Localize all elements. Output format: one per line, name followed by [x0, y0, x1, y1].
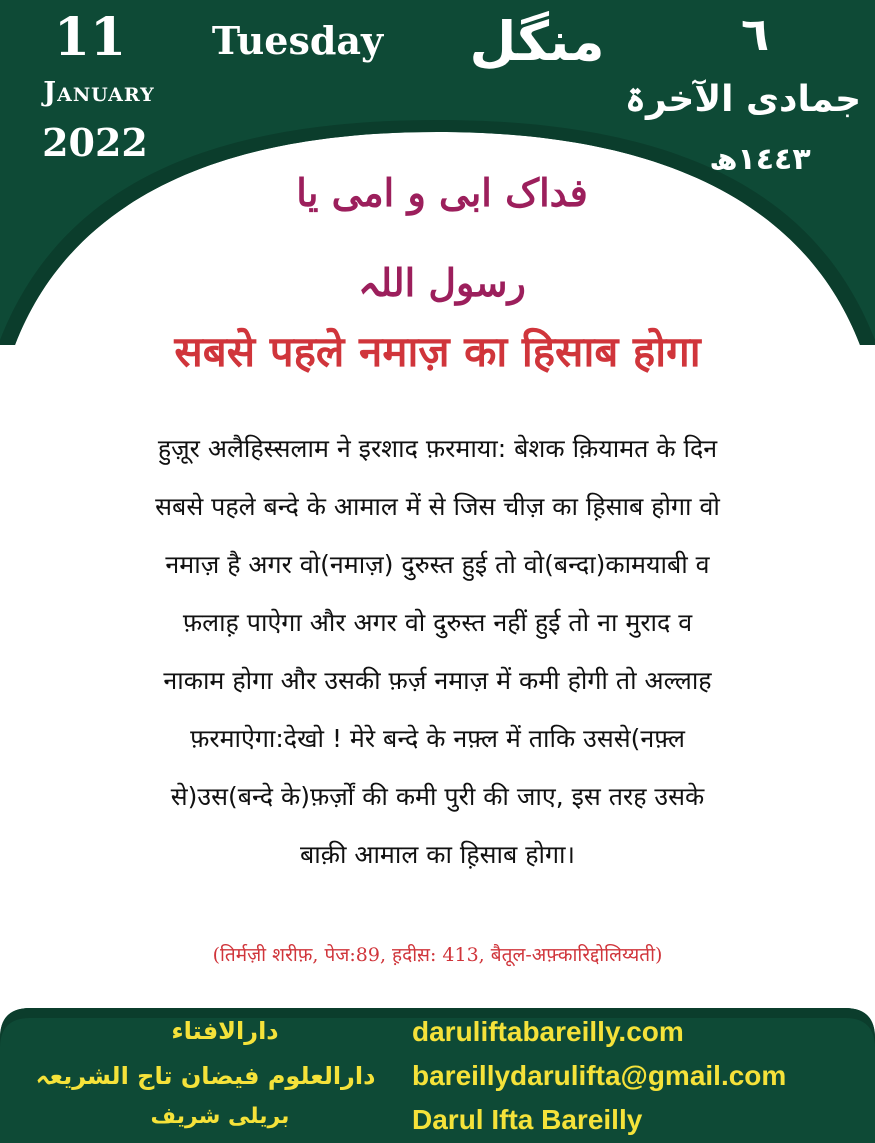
- footer-city-urdu: بریلی شریف: [150, 1104, 290, 1129]
- footer-institute-urdu: دارالعلوم فیضان تاج الشریعہ: [35, 1062, 376, 1090]
- footer-brand-name: Darul Ifta Bareilly: [412, 1104, 643, 1135]
- weekday-urdu: منگل: [469, 10, 605, 73]
- body-line: सबसे पहले बन्दे के आमाल में से जिस चीज़ का ह़िसाब होगा वो: [155, 492, 720, 521]
- hijri-day-number: ٦: [740, 7, 770, 61]
- footer-website-link[interactable]: daruliftabareilly.com: [412, 1016, 684, 1047]
- body-line: हुज़ूर अलैहिस्सलाम ने इरशाद फ़रमाया: बेशक क़ियामत के दिन: [157, 434, 718, 463]
- footer-email-link[interactable]: bareillydarulifta@gmail.com: [412, 1060, 787, 1091]
- hadith-body: [20, 420, 855, 884]
- body-line: से)उस(बन्दे के)फ़र्ज़ों की कमी पुरी की जाए, इस तरह उसके: [170, 782, 705, 811]
- post-title: सबसे पहले नमाज़ का हिसाब होगा: [174, 327, 701, 376]
- hadith-reference: (तिर्मज़ी शरीफ़, पेज:89, ह़दीस़: 413, बैतूल-अफ़्कारिद्दोलिय्यती): [212, 944, 663, 966]
- body-line: बाक़ी आमाल का ह़िसाब होगा।: [300, 840, 575, 869]
- gregorian-month: January: [43, 77, 155, 108]
- footer-org-name-urdu: دارالافتاء: [171, 1017, 279, 1045]
- body-line: फ़रमाऐगा:देखो ! मेरे बन्दे के नफ़्ल में ताकि उससे(नफ़्ल: [190, 724, 685, 753]
- weekday-english: Tuesday: [211, 18, 384, 63]
- calligraphy-text: فداک ابی و امی یا رسول اللہ: [296, 170, 588, 305]
- body-line: नाकाम होगा और उसकी फ़र्ज़ नमाज़ में कमी होगी तो अल्लाह: [163, 666, 712, 695]
- gregorian-year: 2022: [42, 120, 148, 165]
- body-line: फ़लाह़ पाऐगा और अगर वो दुरुस्त नहीं हुई तो ना मुराद व: [182, 608, 693, 637]
- hijri-month: جمادی الآخرۃ: [624, 79, 862, 120]
- body-line: नमाज़ है अगर वो(नमाज़) दुरुस्त हुई तो वो(बन्दा)कामयाबी व: [165, 550, 710, 579]
- arabic-calligraphy-emblem: [262, 148, 622, 305]
- gregorian-day-number: 11: [53, 7, 127, 68]
- hijri-year: ١٤٤٣ھ: [709, 142, 811, 177]
